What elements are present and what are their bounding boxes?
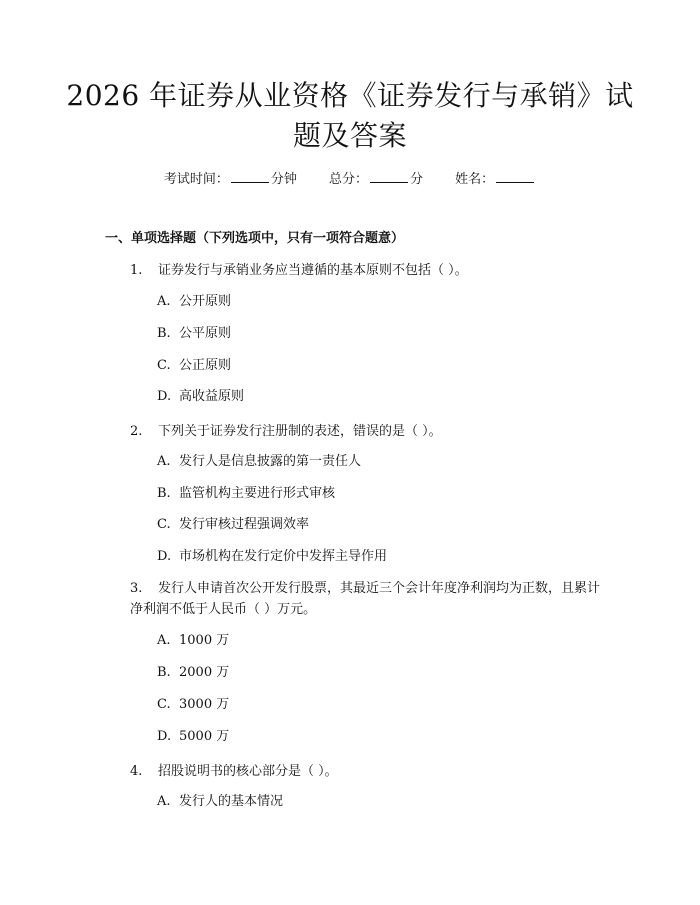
option-text: 发行人是信息披露的第一责任人 [179,454,362,469]
question-text: 证券发行与承销业务应当遵循的基本原则不包括（ ）。 [158,263,468,278]
student-name [455,170,536,189]
option-text: 3000 万 [179,697,230,712]
total-score-unit: 分 [410,172,424,187]
option-text: 2000 万 [179,665,230,680]
total-score-label: 总分： [328,172,368,187]
option-letter: D. [157,729,172,744]
option-text: 公正原则 [179,358,232,373]
option-letter: D. [157,549,172,564]
question-number: 3. [130,581,143,596]
title-line-2: 题及答案 [292,119,407,152]
option-letter: A. [157,454,171,469]
question-1-option-c [157,357,231,375]
option-text: 公平原则 [179,326,232,341]
question-2-option-b [157,485,335,503]
option-text: 发行人的基本情况 [179,794,284,809]
option-text: 市场机构在发行定价中发挥主导作用 [179,549,388,564]
question-number: 4. [130,764,143,779]
option-letter: A. [157,794,171,809]
total-score-blank [370,170,408,183]
question-3-option-a [157,632,229,650]
question-3-option-d [157,728,229,746]
question-1-option-a [157,293,231,311]
exam-meta [0,170,700,189]
option-text: 公开原则 [179,294,232,309]
option-letter: C. [157,697,171,712]
student-name-label: 姓名： [455,172,495,187]
page-title [0,76,700,156]
option-text: 监管机构主要进行形式审核 [179,486,336,501]
question-3 [105,578,600,620]
question-1-option-b [157,325,231,343]
option-letter: A. [157,633,171,648]
option-text: 发行审核过程强调效率 [179,517,310,532]
option-letter: C. [157,358,171,373]
option-letter: C. [157,517,171,532]
question-4-option-a [157,793,283,811]
question-3-option-c [157,696,229,714]
question-2-option-c [157,516,309,534]
exam-time-label: 考试时间： [163,172,229,187]
total-score [329,170,423,189]
question-3-option-b [157,664,229,682]
exam-time-unit: 分钟 [270,172,297,187]
option-text: 5000 万 [179,729,230,744]
exam-time-blank [231,170,269,183]
question-2-option-d [157,548,387,566]
question-1-option-d [157,388,244,406]
option-letter: B. [157,486,171,501]
question-number: 2. [130,424,143,439]
option-letter: B. [157,665,171,680]
option-letter: D. [157,389,172,404]
student-name-blank [496,170,534,183]
question-1 [105,260,600,281]
question-number: 1. [130,263,143,278]
option-letter: B. [157,326,171,341]
option-letter: A. [157,294,171,309]
title-line-1: 2026 年证券从业资格《证券发行与承销》试 [66,79,634,112]
option-text: 高收益原则 [179,389,245,404]
question-4 [105,761,600,782]
question-text: 下列关于证券发行注册制的表述，错误的是（ ）。 [158,424,442,439]
question-2 [105,421,600,442]
question-text: 招股说明书的核心部分是（ ）。 [158,764,338,779]
question-2-option-a [157,453,361,471]
question-text: 发行人申请首次公开发行股票，其最近三个会计年度净利润均为正数，且累计净利润不低于人民币（ ）万元。 [130,581,601,617]
exam-time [164,170,297,189]
option-text: 1000 万 [179,633,230,648]
section-title: 一、单项选择题（下列选项中，只有一项符合题意） [105,231,405,246]
